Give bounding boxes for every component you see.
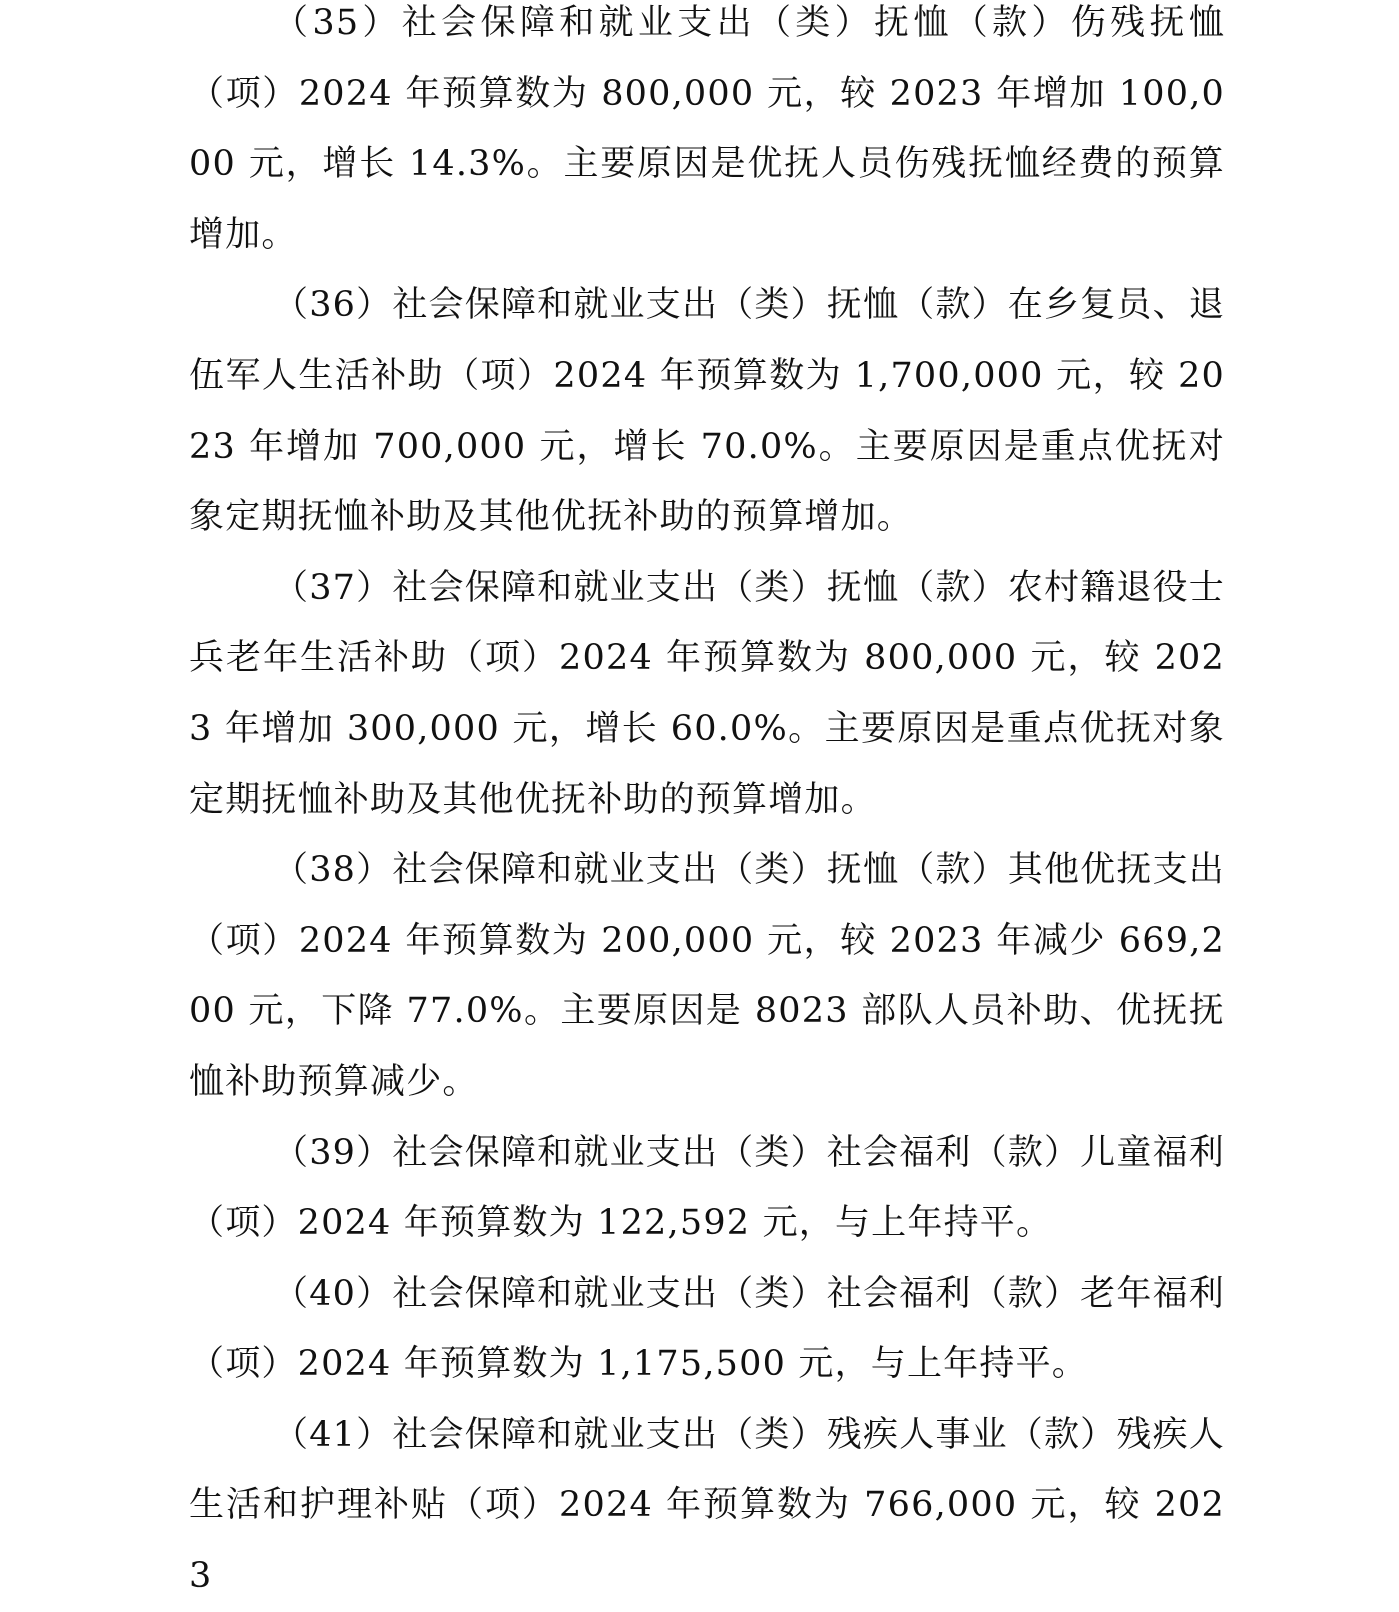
paragraph-item-39: （39）社会保障和就业支出（类）社会福利（款）儿童福利（项）2024 年预算数为 122,592 元，与上年持平。 [189, 1132, 1225, 1244]
paragraph-item-36: （36）社会保障和就业支出（类）抚恤（款）在乡复员、退伍军人生活补助（项）2024 年预算数为 1,700,000 元，较 2023 年增加 700,000 元，增长 70.0%。主要原因是重点优抚对象定期抚恤补助及其他优抚补助的预算增加。 [189, 285, 1225, 538]
document-page [189, 0, 1225, 1612]
paragraph-item-41: （41）社会保障和就业支出（类）残疾人事业（款）残疾人生活和护理补贴（项）2024 年预算数为 766,000 元，较 2023 [189, 1414, 1225, 1597]
paragraph-item-35: （35）社会保障和就业支出（类）抚恤（款）伤残抚恤（项）2024 年预算数为 800,000 元，较 2023 年增加 100,000 元，增长 14.3%。主要原因是优抚人员伤残抚恤经费的预算增加。 [189, 3, 1225, 255]
paragraph-item-40: （40）社会保障和就业支出（类）社会福利（款）老年福利（项）2024 年预算数为 1,175,500 元，与上年持平。 [189, 1273, 1225, 1385]
paragraph-item-38: （38）社会保障和就业支出（类）抚恤（款）其他优抚支出（项）2024 年预算数为 200,000 元，较 2023 年减少 669,200 元，下降 77.0%。主要原因是 8023 部队人员补助、优抚抚恤补助预算减少。 [189, 850, 1225, 1102]
paragraph-item-37: （37）社会保障和就业支出（类）抚恤（款）农村籍退役士兵老年生活补助（项）2024 年预算数为 800,000 元，较 2023 年增加 300,000 元，增长 60.0%。主要原因是重点优抚对象定期抚恤补助及其他优抚补助的预算增加。 [189, 567, 1225, 820]
